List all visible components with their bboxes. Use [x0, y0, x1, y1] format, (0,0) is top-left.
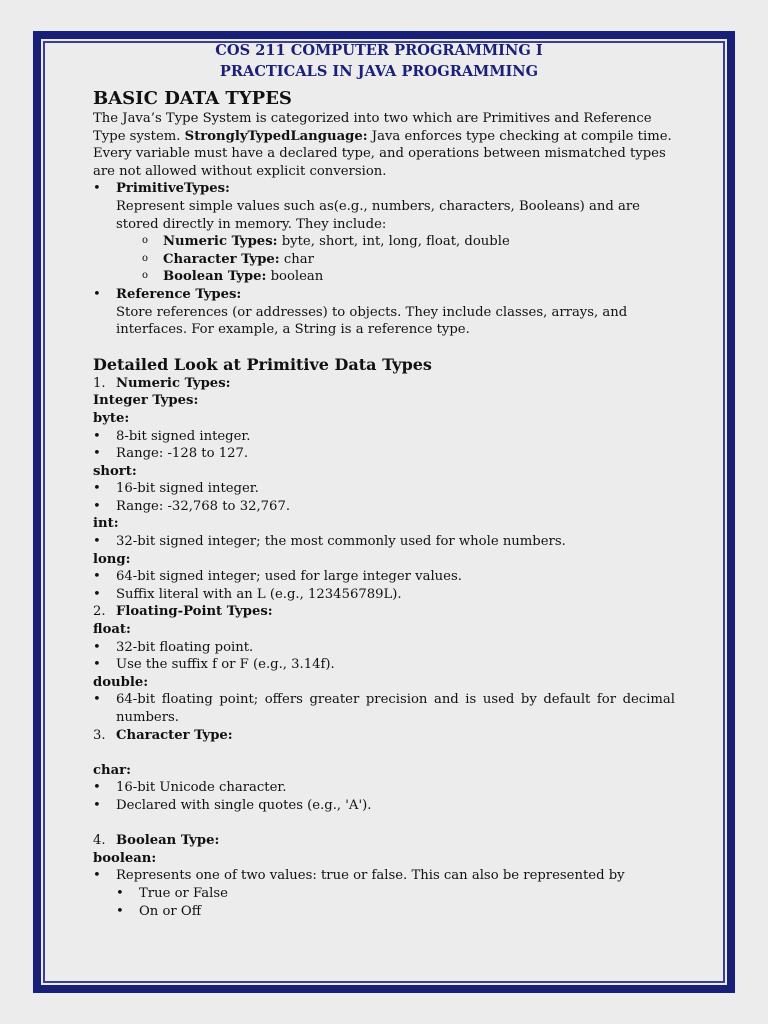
spacer	[93, 815, 675, 833]
boolean-label-text: boolean:	[93, 850, 157, 866]
list-number: 4.	[93, 833, 106, 849]
long-label-text: long:	[93, 551, 131, 567]
intro-text-b: Java enforces type checking at compile time. Every variable must have a declared type, and operations between mismatched types are not allowed without explicit conversion.	[93, 128, 672, 179]
bullet-primitive-types	[93, 180, 675, 198]
byte-label	[93, 410, 675, 428]
list-item: • 32-bit signed integer; the most commonly used for whole numbers.	[93, 533, 675, 551]
list-number: 2.	[93, 604, 106, 620]
floating-label: Floating-Point Types:	[116, 604, 273, 620]
integer-types-label	[93, 392, 675, 410]
long-label	[93, 551, 675, 569]
list-number: 1.	[93, 375, 106, 391]
short-label-text: short:	[93, 463, 137, 479]
primitive-item	[93, 233, 675, 251]
char-label	[93, 762, 675, 780]
primitive-item-value: boolean	[266, 269, 324, 285]
header-subtitle: PRACTICALS IN JAVA PROGRAMMING	[219, 63, 539, 80]
integer-types-text: Integer Types:	[93, 393, 199, 409]
int-label	[93, 515, 675, 533]
numbered-heading-boolean	[93, 832, 675, 850]
char-label-text: char:	[93, 762, 131, 778]
float-label	[93, 621, 675, 639]
primitive-item	[93, 268, 675, 286]
intro-paragraph	[93, 110, 675, 180]
primitive-item-value: byte, short, int, long, float, double	[277, 234, 510, 250]
numeric-label: Numeric Types:	[116, 375, 231, 391]
sub-list-item: • On or Off	[93, 903, 675, 921]
list-item: • 32-bit floating point.	[93, 639, 675, 657]
sub-list-item: • True or False	[93, 885, 675, 903]
list-item: • Suffix literal with an L (e.g., 123456789L).	[93, 586, 675, 604]
primitive-description: Represent simple values such as(e.g., numbers, characters, Booleans) and are stored directly in memory. They include:	[116, 198, 640, 232]
document-page	[93, 40, 675, 920]
list-item: • Range: -32,768 to 32,767.	[93, 498, 675, 516]
byte-label-text: byte:	[93, 410, 130, 426]
list-number: 3.	[93, 727, 106, 743]
int-label-text: int:	[93, 516, 119, 532]
primitive-item	[93, 251, 675, 269]
intro-text-a: The Java’s Type System is categorized into two which are Primitives and Reference Type system.	[93, 111, 652, 144]
primitive-item-value: char	[279, 251, 314, 267]
section-title-basic: BASIC DATA TYPES	[93, 88, 292, 109]
primitive-item-label: Character Type:	[163, 251, 280, 267]
short-label	[93, 463, 675, 481]
float-label-text: float:	[93, 622, 131, 638]
boolean-type-label: Boolean Type:	[116, 833, 220, 849]
boolean-label	[93, 850, 675, 868]
double-label-text: double:	[93, 674, 149, 690]
list-item: • 64-bit signed integer; used for large integer values.	[93, 568, 675, 586]
numbered-heading-character	[93, 727, 675, 745]
list-item: • 64-bit floating point; offers greater precision and is used by default for decimal numbers.	[93, 691, 675, 726]
reference-label: Reference Types:	[116, 286, 242, 302]
primitive-label: PrimitiveTypes:	[116, 181, 230, 197]
character-label: Character Type:	[116, 727, 233, 743]
list-item: • 16-bit signed integer.	[93, 480, 675, 498]
intro-bold-term: StronglyTypedLanguage:	[184, 128, 368, 144]
numbered-heading-numeric	[93, 375, 675, 393]
list-item: • Range: -128 to 127.	[93, 445, 675, 463]
double-label	[93, 674, 675, 692]
list-item: • 16-bit Unicode character.	[93, 779, 675, 797]
numbered-heading-floating	[93, 603, 675, 621]
header-course-title: COS 211 COMPUTER PROGRAMMING I	[215, 42, 543, 59]
primitive-item-label: Numeric Types:	[163, 234, 278, 250]
list-item: • Use the suffix f or F (e.g., 3.14f).	[93, 656, 675, 674]
bullet-reference-types	[93, 286, 675, 304]
document-header	[83, 40, 675, 82]
primitive-item-label: Boolean Type:	[163, 269, 267, 285]
reference-description: Store references (or addresses) to objects. They include classes, arrays, and interfaces. For example, a String is a reference type.	[116, 304, 628, 338]
list-item: • Represents one of two values: true or false. This can also be represented by	[93, 867, 675, 885]
spacer	[93, 744, 675, 762]
list-item: • 8-bit signed integer.	[93, 428, 675, 446]
section-title-detailed: Detailed Look at Primitive Data Types	[93, 354, 432, 374]
list-item: • Declared with single quotes (e.g., 'A').	[93, 797, 675, 815]
